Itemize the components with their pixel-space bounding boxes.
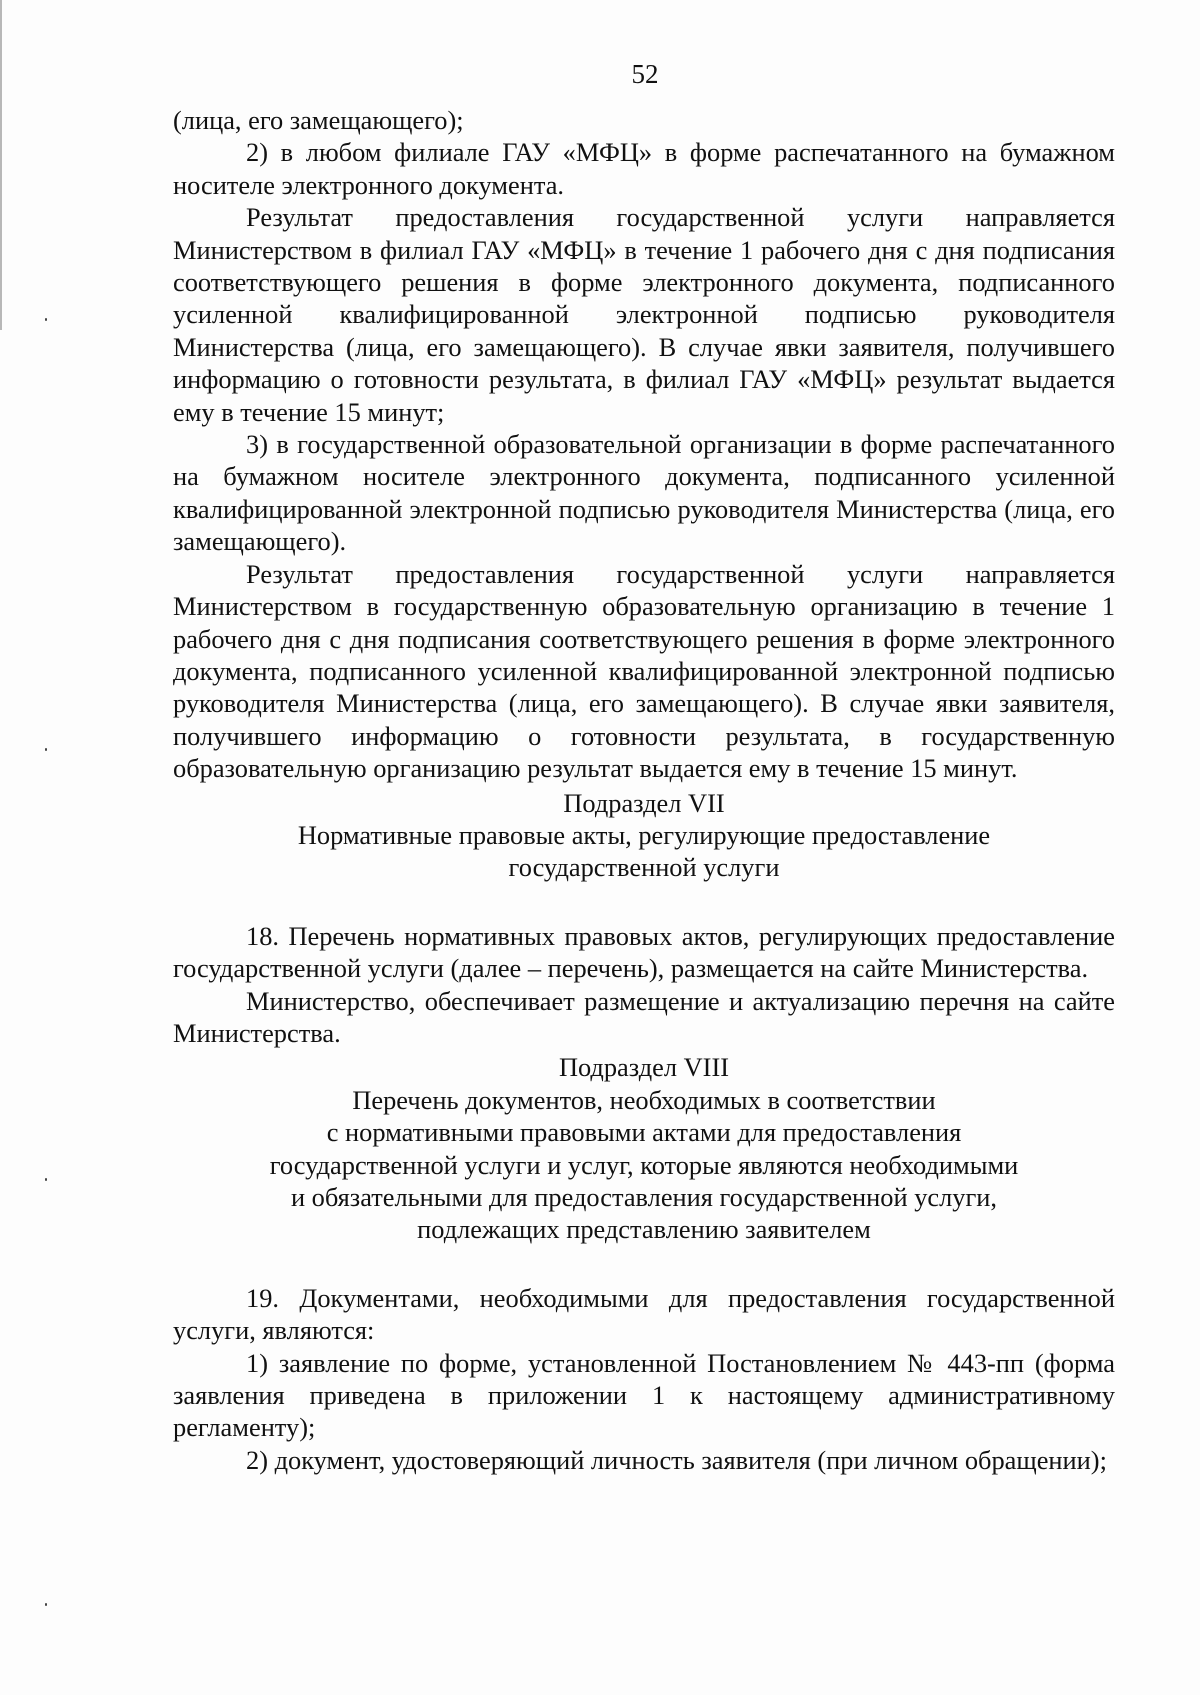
section-8-title-line-4: и обязательными для предоставления государственной услуги, bbox=[290, 1182, 998, 1212]
section-7-label: Подраздел VII bbox=[563, 787, 725, 818]
paragraph-item-3: 3) в государственной образовательной организации в форме распечатанного на бумажном носителе электронного документа, подписанного усиленной квалифицированной электронной подписью руководителя Министерства (лица, его замещающего). bbox=[173, 429, 1115, 557]
section-7-title-line-2: государственной услуги bbox=[508, 852, 780, 883]
scan-speck bbox=[45, 1178, 47, 1181]
section-8-title-line-1: Перечень документов, необходимых в соответствии bbox=[352, 1084, 936, 1115]
paragraph-result-mfc: Результат предоставления государственной услуги направляется Министерством в филиал ГАУ «МФЦ» в течение 1 рабочего дня с дня подписания соответствующего решения в форме электронного документа, подписанного усиленной квалифицированной электронной подписью руководителя Министерства (лица, его замещающего). В случае явки заявителя, получившего информацию о готовности результата, в филиал ГАУ «МФЦ» результат выдается ему в течение 15 минут; bbox=[173, 202, 1115, 427]
document-body bbox=[173, 104, 1115, 1476]
paragraph-19-item-1: 1) заявление по форме, установленной Постановлением № 443-пп (форма заявления приведена в приложении 1 к настоящему административному регламенту); bbox=[173, 1347, 1115, 1443]
paragraph-continuation: (лица, его замещающего); bbox=[173, 105, 464, 135]
section-7-title-line-1: Нормативные правовые акты, регулирующие предоставление bbox=[297, 819, 991, 850]
section-8-label: Подраздел VIII bbox=[558, 1052, 730, 1083]
scan-speck bbox=[45, 1603, 47, 1606]
paragraph-19-item-2: 2) документ, удостоверяющий личность заявителя (при личном обращении); bbox=[246, 1444, 1107, 1475]
paragraph-item-2: 2) в любом филиале ГАУ «МФЦ» в форме распечатанного на бумажном носителе электронного документа. bbox=[173, 137, 1115, 200]
paragraph-result-organization: Результат предоставления государственной услуги направляется Министерством в государственную образовательную организацию в течение 1 рабочего дня с дня подписания соответствующего решения в форме электронного документа, подписанного усиленной квалифицированной электронной подписью руководителя Министерства (лица, его замещающего). В случае явки заявителя, получившего информацию о готовности результата, в государственную образовательную организацию результат выдается ему в течение 15 минут. bbox=[173, 558, 1115, 784]
scan-speck bbox=[45, 318, 47, 321]
scan-speck bbox=[45, 748, 47, 751]
scan-edge-shadow bbox=[0, 0, 2, 330]
paragraph-19: 19. Документами, необходимыми для предоставления государственной услуги, являются: bbox=[173, 1282, 1115, 1346]
paragraph-18: 18. Перечень нормативных правовых актов, регулирующих предоставление государственной услуги (далее – перечень), размещается на сайте Министерства. bbox=[173, 920, 1115, 984]
paragraph-18-ministry: Министерство, обеспечивает размещение и актуализацию перечня на сайте Министерства. bbox=[173, 985, 1115, 1048]
section-8-title-line-2: с нормативными правовыми актами для предоставления bbox=[326, 1117, 962, 1148]
section-8-title-line-3: государственной услуги и услуг, которые являются необходимыми bbox=[269, 1149, 1019, 1180]
page-number: 52 bbox=[631, 59, 659, 89]
section-8-title-line-5: подлежащих представлению заявителем bbox=[417, 1214, 871, 1245]
